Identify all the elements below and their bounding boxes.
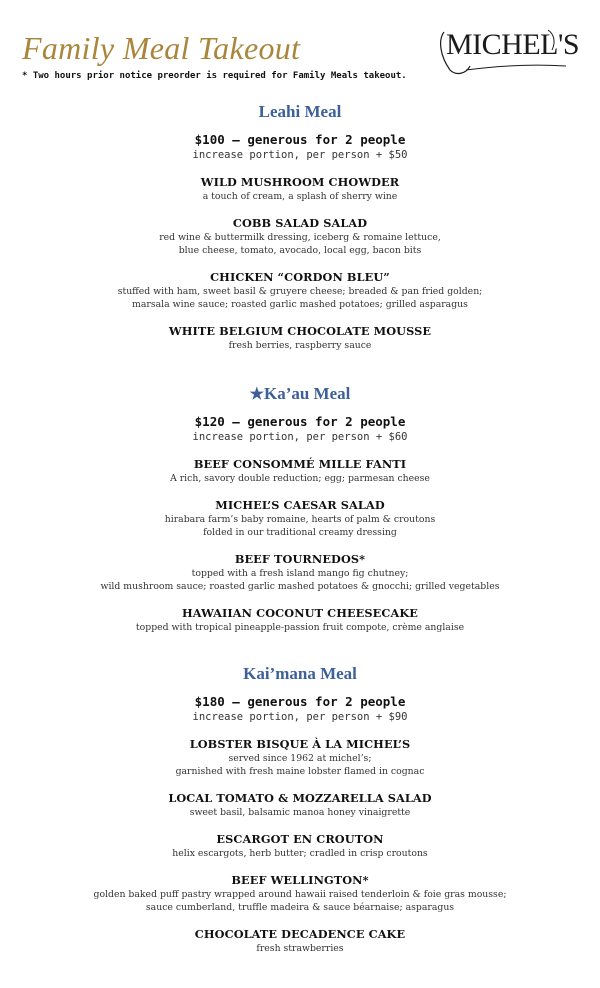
course-description-line: a touch of cream, a splash of sherry wine	[202, 191, 398, 202]
course-description	[0, 472, 600, 485]
course-item	[0, 606, 600, 634]
course-description-line: wild mushroom sauce; roasted garlic mashed potatoes & gnocchi; grilled vegetables	[100, 581, 500, 592]
course-description	[0, 752, 600, 778]
course-description	[0, 285, 600, 311]
header	[0, 0, 600, 90]
meal-name	[0, 382, 600, 406]
meal-name	[0, 100, 600, 124]
course-item	[0, 324, 600, 352]
course-description-line: sauce cumberland, truffle madeira & sauce béarnaise; asparagus	[145, 902, 455, 913]
course-item	[0, 832, 600, 860]
course-name: HAWAIIAN COCONUT CHEESECAKE	[182, 606, 418, 620]
meal-price: $180 – generous for 2 people	[194, 694, 406, 709]
course-description-line: hirabara farm’s baby romaine, hearts of palm & croutons	[164, 514, 436, 525]
course-description-line: sweet basil, balsamic manoa honey vinaigrette	[189, 807, 411, 818]
course-name: BEEF WELLINGTON*	[231, 873, 369, 887]
course-description-line: helix escargots, herb butter; cradled in crisp croutons	[172, 848, 428, 859]
meal-name	[0, 662, 600, 686]
course-item	[0, 737, 600, 778]
course-description-line: stuffed with ham, sweet basil & gruyere cheese; breaded & pan fried golden;	[117, 286, 483, 297]
course-description	[0, 621, 600, 634]
course-item	[0, 270, 600, 311]
meal-section	[0, 662, 600, 955]
page-title: Family Meal Takeout	[22, 30, 301, 66]
course-description-line: fresh berries, raspberry sauce	[228, 340, 372, 351]
course-description-line: topped with a fresh island mango fig chutney;	[191, 568, 409, 579]
course-description-line: blue cheese, tomato, avocado, local egg, bacon bits	[178, 245, 422, 256]
meal-section	[0, 100, 600, 352]
michels-logo	[436, 26, 580, 78]
course-description	[0, 888, 600, 914]
course-description	[0, 231, 600, 257]
course-description-line: A rich, savory double reduction; egg; parmesan cheese	[170, 473, 430, 484]
course-description	[0, 942, 600, 955]
course-description	[0, 513, 600, 539]
course-description-line: red wine & buttermilk dressing, iceberg & romaine lettuce,	[159, 232, 441, 243]
meal-name-text: Ka’au Meal	[263, 384, 351, 403]
course-item	[0, 216, 600, 257]
course-description-line: golden baked puff pastry wrapped around hawaii raised tenderloin & foie gras mousse;	[93, 889, 507, 900]
course-description-line: folded in our traditional creamy dressing	[203, 527, 397, 538]
course-description-line: served since 1962 at michel’s;	[228, 753, 372, 764]
course-name: WHITE BELGIUM CHOCOLATE MOUSSE	[168, 324, 432, 338]
course-item	[0, 457, 600, 485]
course-description	[0, 190, 600, 203]
star-icon: ★	[249, 386, 264, 403]
course-description-line: garnished with fresh maine lobster flamed in cognac	[175, 766, 425, 777]
course-name: COBB SALAD SALAD	[232, 216, 368, 230]
course-description	[0, 806, 600, 819]
meal-section	[0, 382, 600, 634]
course-description-line: marsala wine sauce; roasted garlic mashed potatoes; grilled asparagus	[132, 299, 468, 310]
meal-price: $100 – generous for 2 people	[194, 132, 406, 147]
portion-increase: increase portion, per person + $50	[192, 149, 408, 161]
course-description	[0, 567, 600, 593]
course-item	[0, 498, 600, 539]
course-item	[0, 552, 600, 593]
course-name: MICHEL’S CAESAR SALAD	[215, 498, 385, 512]
course-item	[0, 927, 600, 955]
course-description-line: topped with tropical pineapple-passion fruit compote, crème anglaise	[135, 622, 465, 633]
course-name: LOCAL TOMATO & MOZZARELLA SALAD	[168, 791, 432, 805]
course-item	[0, 175, 600, 203]
course-name: BEEF TOURNEDOS*	[234, 552, 366, 566]
course-name: CHOCOLATE DECADENCE CAKE	[194, 927, 406, 941]
course-name: BEEF CONSOMMÉ MILLE FANTI	[193, 457, 407, 471]
course-name: ESCARGOT EN CROUTON	[216, 832, 384, 846]
portion-increase: increase portion, per person + $90	[192, 711, 408, 723]
portion-increase: increase portion, per person + $60	[192, 431, 408, 443]
course-description-line: fresh strawberries	[256, 943, 344, 954]
course-name: CHICKEN “CORDON BLEU”	[210, 270, 390, 284]
course-description	[0, 339, 600, 352]
course-description	[0, 847, 600, 860]
meal-price: $120 – generous for 2 people	[194, 414, 406, 429]
course-item	[0, 873, 600, 914]
course-name: LOBSTER BISQUE À LA MICHEL’S	[189, 737, 411, 751]
logo-wordmark: MICHEL'S	[446, 28, 580, 61]
course-name: WILD MUSHROOM CHOWDER	[200, 175, 400, 189]
meal-name-text: Kai’mana Meal	[243, 664, 357, 683]
preorder-notice: * Two hours prior notice preorder is required for Family Meals takeout.	[22, 71, 407, 81]
course-item	[0, 791, 600, 819]
meal-name-text: Leahi Meal	[258, 102, 342, 121]
